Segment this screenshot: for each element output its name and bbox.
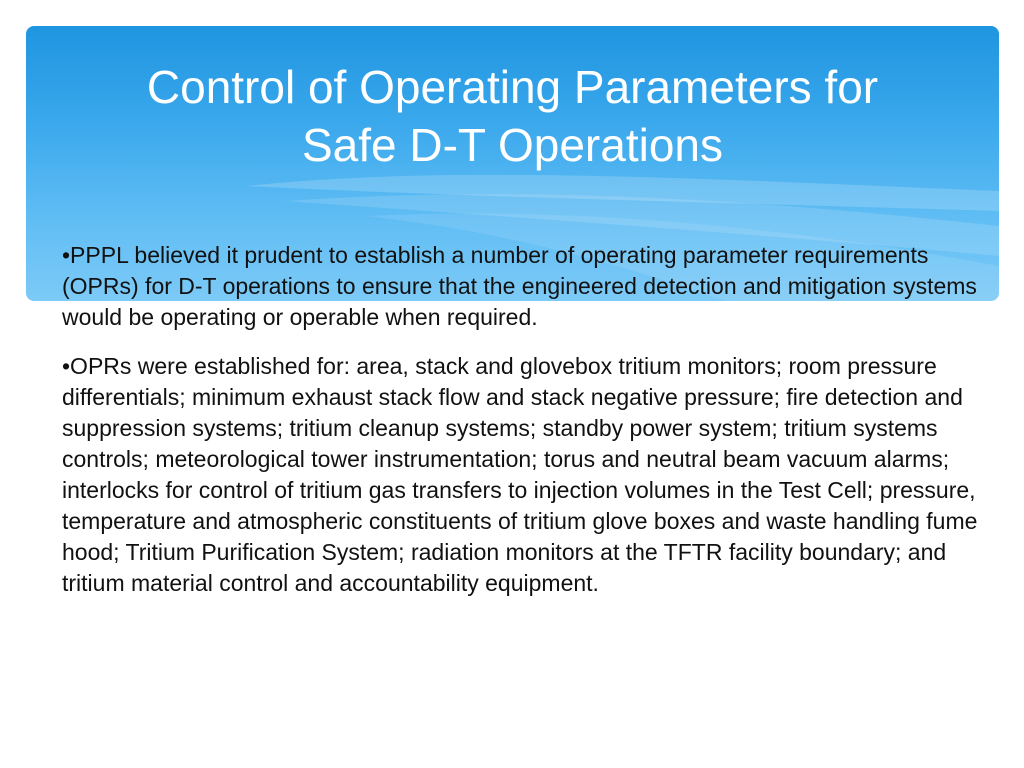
bullet-item: •OPRs were established for: area, stack and glovebox tritium monitors; room pressure differentials; minimum exhaust stack flow and stack negative pressure; fire detection and suppression systems; tritium cleanup systems; standby power system; tritium systems controls; meteorological tower instrumentation; torus and neutral beam vacuum alarms; interlocks for control of tritium gas transfers to injection volumes in the Test Cell; pressure, temperature and atmospheric constituents of tritium glove boxes and waste handling fume hood; Tritium Purification System; radiation monitors at the TFTR facility boundary; and tritium material control and accountability equipment.	[62, 353, 978, 596]
bullet-item: •PPPL believed it prudent to establish a number of operating parameter requirements (OPRs) for D-T operations to ensure that the engineered detection and mitigation systems would be operating or operable when required.	[62, 242, 977, 330]
slide-title: Control of Operating Parameters for Safe D-T Operations	[146, 61, 879, 171]
bullet-list	[62, 240, 978, 617]
